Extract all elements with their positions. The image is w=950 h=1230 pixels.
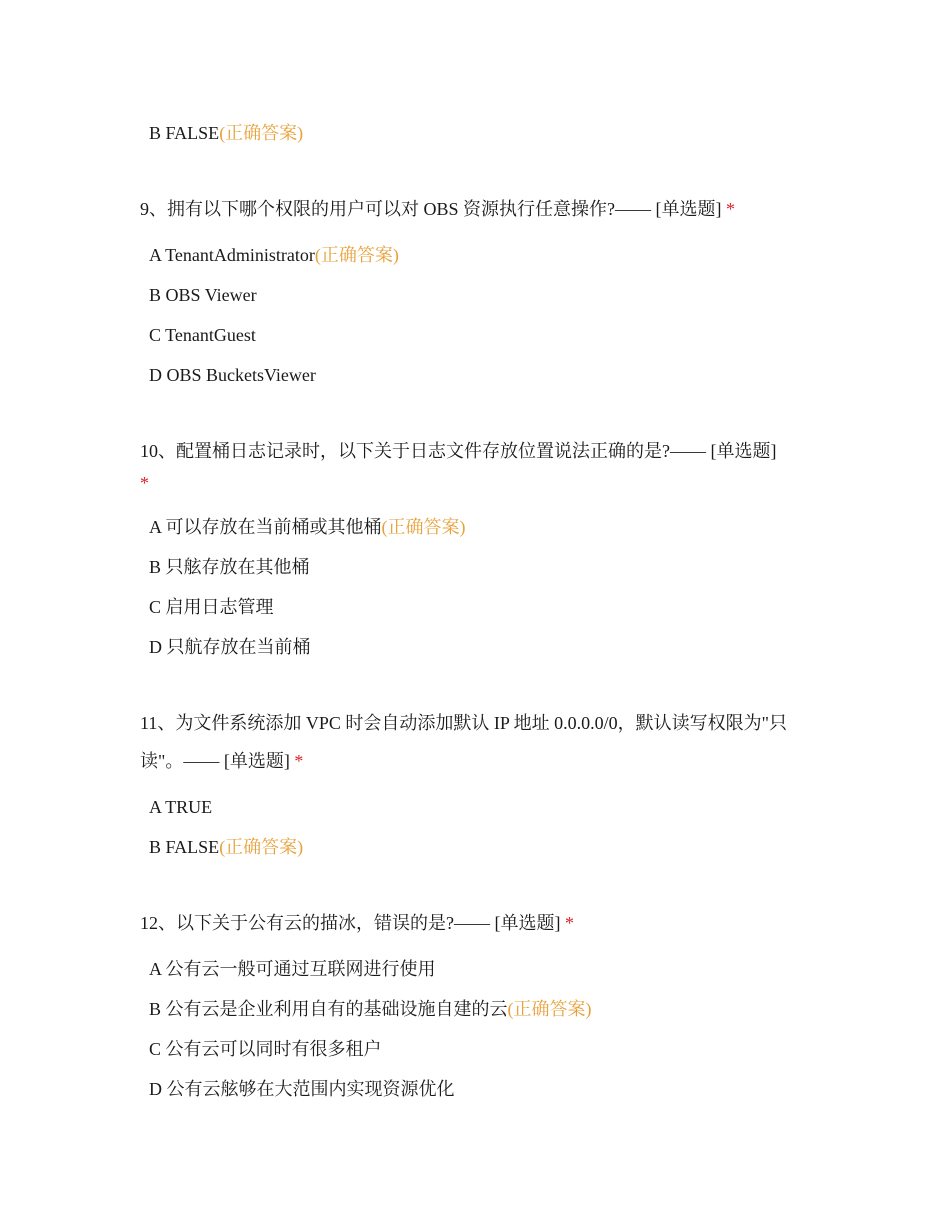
question-9-option-d: D OBS BucketsViewer <box>149 365 316 385</box>
question-11-title-line2: 读"。—— [单选题] * <box>140 751 304 771</box>
question-12-option-a: A 公有云一般可通过互联网进行使用 <box>149 959 436 979</box>
option-prev-b <box>149 121 303 145</box>
question-12-option-b: B 公有云是企业利用自有的基础设施自建的云(正确答案) <box>149 999 592 1019</box>
correct-answer-tag: (正确答案) <box>507 999 592 1019</box>
question-10-option-a: A 可以存放在当前桶或其他桶(正确答案) <box>149 517 466 537</box>
question-11-title-line1: 11、为文件系统添加 VPC 时会自动添加默认 IP 地址 0.0.0.0/0，默认读写权限为"只 <box>140 713 788 733</box>
required-mark: * <box>564 913 574 933</box>
question-11-option-b: B FALSE(正确答案) <box>149 837 304 857</box>
question-9-option-b: B OBS Viewer <box>149 285 257 305</box>
correct-answer-tag: (正确答案) <box>219 123 304 143</box>
question-12-option-c: C 公有云可以同时有很多租户 <box>149 1039 382 1059</box>
required-mark: * <box>140 473 149 493</box>
question-10-option-b: B 只舷存放在其他桶 <box>149 557 310 577</box>
question-10-option-d: D 只航存放在当前桶 <box>149 637 311 657</box>
question-10-option-c: C 启用日志管理 <box>149 597 274 617</box>
question-10-required <box>140 471 149 495</box>
correct-answer-tag: (正确答案) <box>381 517 466 537</box>
question-12-title: 12、以下关于公有云的描冰，错误的是?—— [单选题] * <box>140 913 574 933</box>
question-9-option-a: A TenantAdministrator(正确答案) <box>149 245 399 265</box>
correct-answer-tag: (正确答案) <box>219 837 304 857</box>
required-mark: * <box>294 751 304 771</box>
question-9-option-c: C TenantGuest <box>149 325 256 345</box>
question-10-title: 10、配置桶日志记录时，以下关于日志文件存放位置说法正确的是?—— [单选题] <box>140 441 777 461</box>
correct-answer-tag: (正确答案) <box>314 245 399 265</box>
option-text: B FALSE <box>149 123 220 143</box>
required-mark: * <box>726 199 735 219</box>
question-9-title: 9、拥有以下哪个权限的用户可以对 OBS 资源执行任意操作?—— [单选题] * <box>140 199 735 219</box>
question-11-option-a: A TRUE <box>149 797 213 817</box>
question-12-option-d: D 公有云舷够在大范围内实现资源优化 <box>149 1079 455 1099</box>
